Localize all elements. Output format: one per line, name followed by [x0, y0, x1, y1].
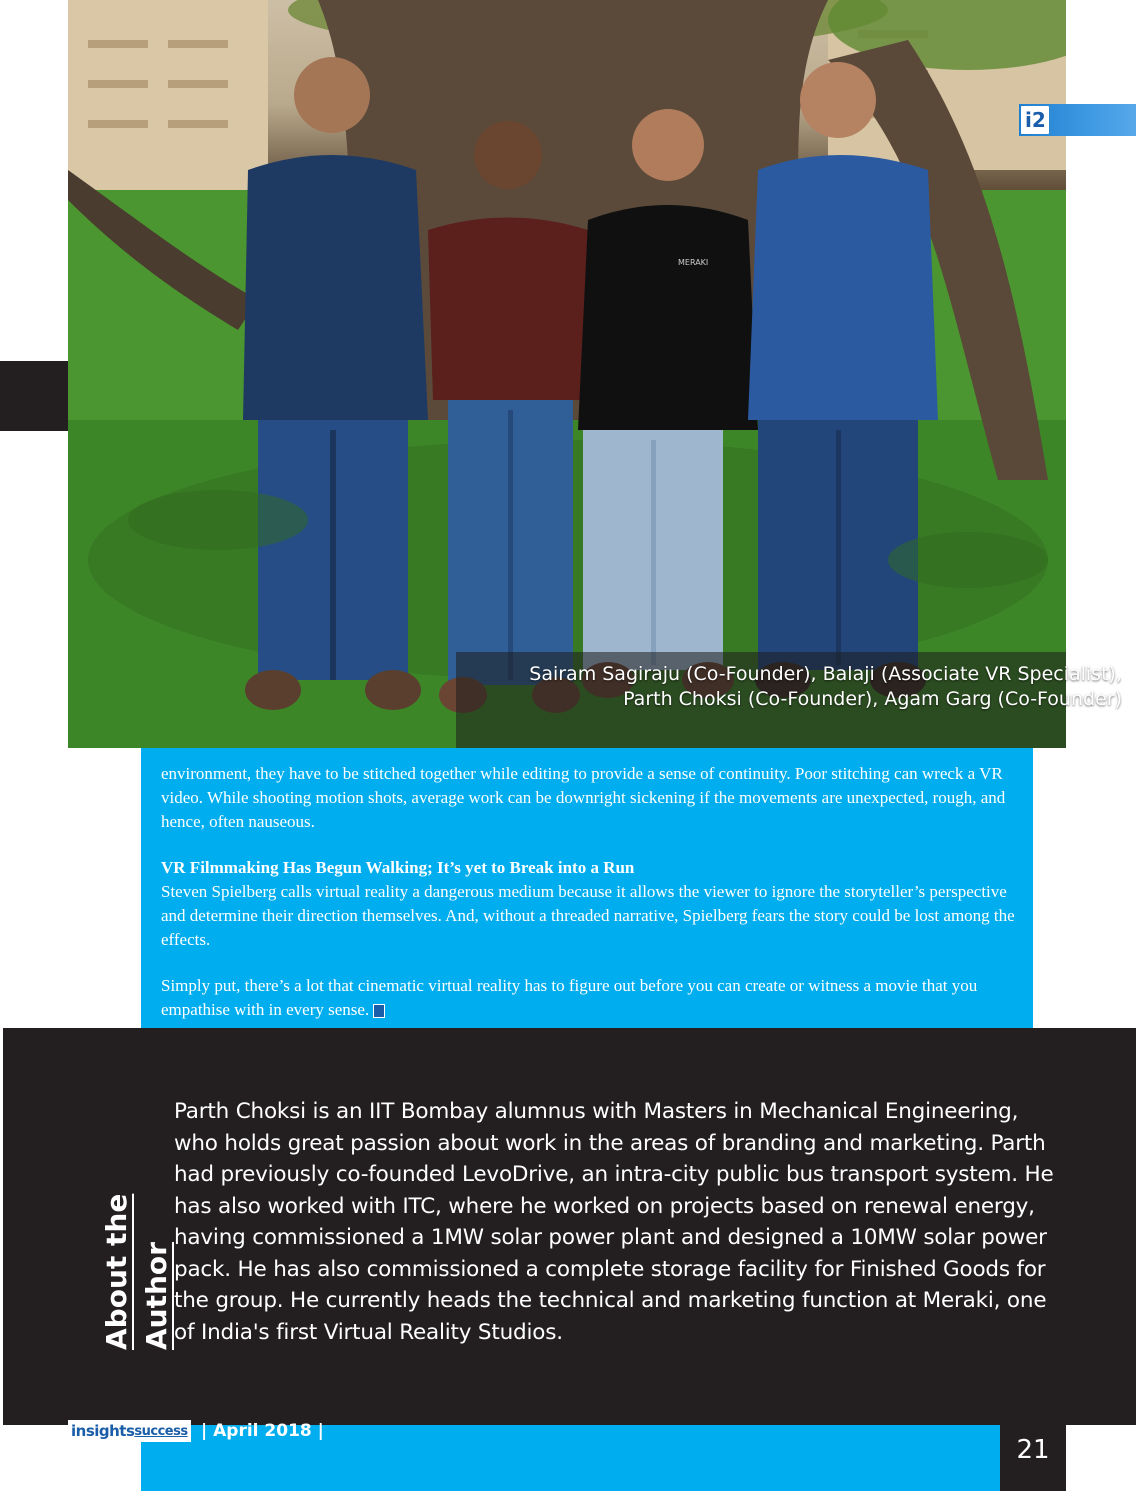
article-paragraph: Steven Spielberg calls virtual reality a dangerous medium because it allows the viewer to ignore the storyteller’s perspective and determine their direction themselves. And, without a threaded narrative, Spielberg fears the story could be lost among the effects. [161, 882, 1015, 949]
brand-logo [68, 1420, 191, 1442]
photo-caption [502, 662, 1122, 712]
article-section [161, 856, 1021, 952]
section-logo-icon [1021, 106, 1049, 134]
article-paragraph-final [161, 974, 1021, 1022]
author-bio: Parth Choksi is an IIT Bombay alumnus with Masters in Mechanical Engineering, who holds great passion about work in the areas of branding and marketing. Parth had previously co-founded LevoDrive, an intra-city public bus transport system. He has also worked with ITC, where he worked on projects based on renewal energy, having commissioned a 1MW solar power plant and designed a 10MW solar power pack. He has also commissioned a complete storage facility for Finished Goods for the group. He currently heads the technical and marketing function at Meraki, one of India's first Virtual Reality Studios. [174, 1099, 1054, 1345]
end-mark-icon [373, 1004, 385, 1018]
brand-insights-text: insights [71, 1422, 135, 1440]
side-marker [0, 361, 68, 431]
section-badge-text: i2 [1025, 108, 1046, 132]
team-photo-illustration [68, 0, 1066, 748]
article-paragraph: Simply put, there’s a lot that cinematic virtual reality has to figure out before you can create or witness a movie that you empathise with in every sense. [161, 976, 978, 1019]
caption-line-1: Sairam Sagiraju (Co-Founder), Balaji (Associate VR Specialist), [529, 663, 1122, 685]
team-photo [68, 0, 1066, 748]
article-body [161, 762, 1021, 1044]
caption-line-2: Parth Choksi (Co-Founder), Agam Garg (Co-Founder) [623, 688, 1122, 710]
article-paragraph: environment, they have to be stitched together while editing to provide a sense of continuity. Poor stitching can wreck a VR video. While shooting motion shots, average work can be downright sickening if the movements are unexpected, rough, and hence, often nauseous. [161, 764, 1006, 831]
issue-date: | April 2018 | [201, 1421, 324, 1441]
brand-success-text: success [134, 1423, 188, 1439]
article-subheading: VR Filmmaking Has Begun Walking; It’s yet to Break into a Run [161, 858, 635, 877]
author-section-label: About the Author [100, 1193, 173, 1350]
shirt-print: MERAKI [678, 258, 709, 267]
page-number: 21 [1016, 1435, 1050, 1465]
